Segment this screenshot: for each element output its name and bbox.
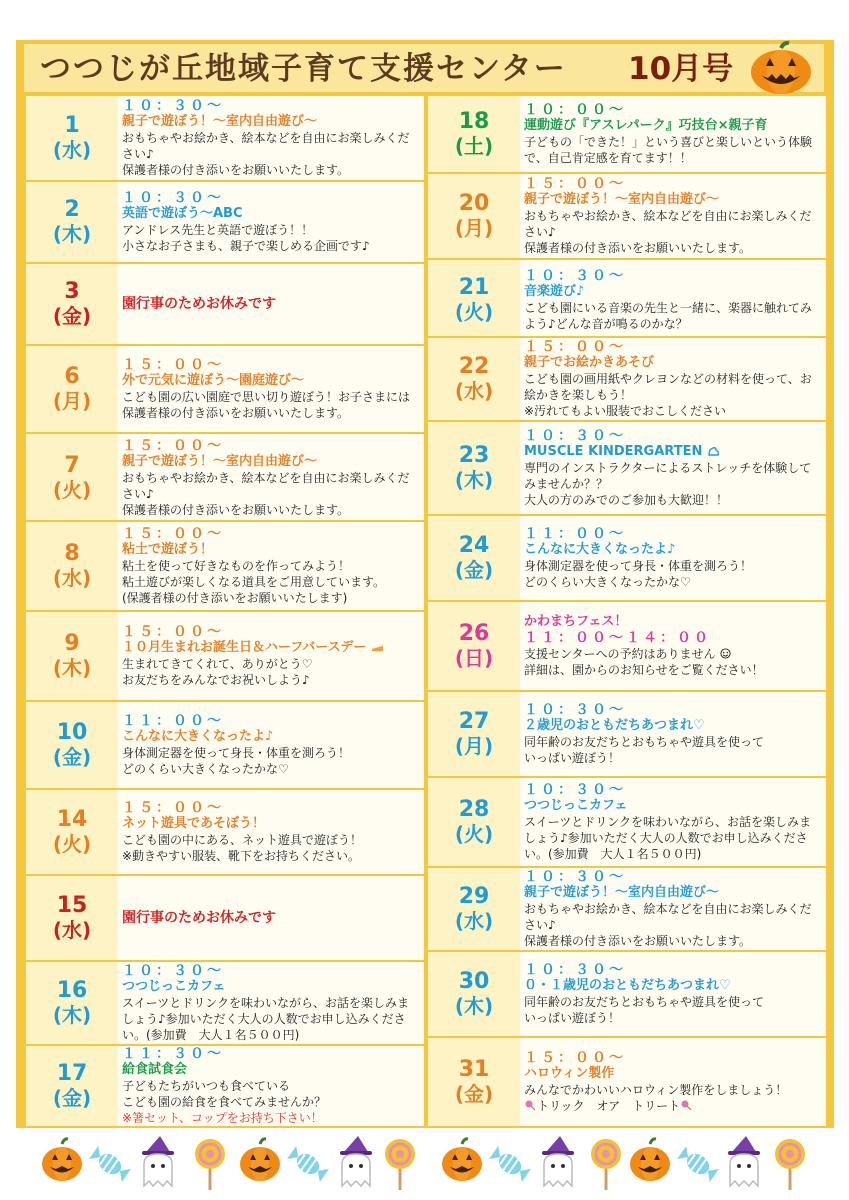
- date-box: [428, 174, 520, 258]
- date-box: [428, 868, 520, 950]
- event-time: １０：３０～: [524, 268, 626, 284]
- day-number: 20: [458, 191, 490, 216]
- day-cell-27: [426, 690, 828, 778]
- day-cell-21: [426, 258, 828, 342]
- event-description: こども園の中にある、ネット遊具で遊ぼう！ ※動きやすい服装、靴下をお持ちください。: [122, 833, 363, 863]
- ghost-witch-icon: [542, 1136, 574, 1186]
- day-of-week: (月): [454, 216, 494, 240]
- event-description: こども園の広い園庭で思い切り遊ぼう！お子さまには保護者様の付き添いをお願いいたします。: [122, 390, 411, 420]
- smile-icon: [719, 648, 732, 659]
- event-body: [524, 952, 822, 1036]
- event-time: １０：３０～: [122, 190, 224, 206]
- candy-icon: [88, 1145, 131, 1183]
- pumpkin-icon: [240, 1139, 280, 1181]
- date-box: [428, 96, 520, 172]
- event-title: 運動遊び『アスレパーク』巧技台×親子育: [524, 118, 768, 133]
- day-cell-29: [426, 866, 828, 952]
- day-number: 21: [458, 275, 490, 300]
- ghost-witch-icon: [728, 1136, 760, 1186]
- day-of-week: (火): [52, 478, 92, 502]
- day-cell-31: [426, 1036, 828, 1128]
- day-of-week: (水): [52, 918, 92, 942]
- event-extra-line: [524, 1098, 822, 1114]
- day-of-week: (水): [454, 909, 494, 933]
- day-cell-6: [24, 344, 426, 434]
- event-title: 親子でお絵かきあそび: [524, 355, 655, 370]
- day-cell-1: [24, 94, 426, 182]
- day-cell-22: [426, 336, 828, 422]
- day-of-week: (木): [454, 994, 494, 1018]
- day-number: 26: [458, 621, 490, 646]
- date-box: [428, 602, 520, 690]
- event-description: 身体測定器を使って身長・体重を測ろう！ どのくらい大きくなったかな♡: [524, 559, 753, 589]
- date-box: [428, 778, 520, 866]
- event-body: [122, 876, 420, 960]
- event-body: [122, 346, 420, 432]
- day-number: 27: [458, 709, 490, 734]
- event-title: 給食試食会: [122, 1062, 188, 1077]
- event-title: ２歳児のおともだちあつまれ♡: [524, 718, 705, 733]
- event-time: １１：００～: [524, 526, 626, 542]
- day-cell-10: [24, 700, 426, 790]
- ghost-witch-icon: [142, 1136, 174, 1186]
- halloween-footer: [20, 1132, 830, 1192]
- event-title: ０・１歳児のおともだちあつまれ♡: [524, 978, 731, 993]
- day-of-week: (日): [454, 646, 494, 670]
- day-cell-2: [24, 180, 426, 264]
- event-title: 音楽遊び♪: [524, 284, 585, 299]
- pumpkin-icon: [442, 1139, 482, 1181]
- day-number: 7: [64, 453, 80, 478]
- event-body: [122, 612, 420, 700]
- event-body: [122, 434, 420, 522]
- event-body: [524, 602, 822, 690]
- day-of-week: (火): [52, 832, 92, 856]
- event-time: １０：３０～: [524, 962, 626, 978]
- event-body: [122, 96, 420, 180]
- event-description: 専門のインストラクターによるストレッチを体験してみませんか？？ 大人の方のみでのご参加も大歓迎！！: [524, 461, 812, 507]
- event-time: １５：００～: [122, 526, 224, 542]
- day-of-week: (月): [52, 389, 92, 413]
- day-number: 30: [458, 969, 490, 994]
- trick-or-treat-text: トリック オア トリート: [537, 1099, 681, 1113]
- event-time: １５：００～: [122, 800, 224, 816]
- day-cell-7: [24, 432, 426, 524]
- date-box: [26, 612, 118, 700]
- date-box: [428, 260, 520, 340]
- flexed-arm-icon: [707, 445, 720, 456]
- event-title: １０月生まれお誕生日＆ハーフバースデー: [122, 640, 420, 656]
- date-box: [428, 338, 520, 420]
- event-body: [122, 962, 420, 1044]
- day-number: 16: [56, 978, 88, 1003]
- event-body: [524, 1038, 822, 1126]
- event-title: こんなに大きくなったよ♪: [122, 729, 274, 744]
- event-time: １０：３０～: [524, 428, 626, 444]
- day-number: 8: [64, 541, 80, 566]
- day-cell-9: [24, 610, 426, 702]
- day-cell-15: [24, 874, 426, 962]
- event-time: １５：００～: [122, 624, 224, 640]
- day-number: 18: [458, 109, 490, 134]
- event-description: アンドレス先生と英語で遊ぼう！！ 小さなお子さまも、親子で楽しめる企画です♪: [122, 223, 370, 253]
- day-number: 17: [56, 1061, 88, 1086]
- event-description: 身体測定器を使って身長・体重を測ろう！ どのくらい大きくなったかな♡: [122, 746, 351, 776]
- day-number: 22: [458, 354, 490, 379]
- event-title: MUSCLE KINDERGARTEN: [524, 444, 822, 460]
- event-time: １５：００～: [524, 176, 626, 192]
- ghost-witch-icon: [340, 1136, 372, 1186]
- event-description: 粘土を使って好きなものを作ってみよう！ 粘土遊びが楽しくなる道具をご用意しています。 (保護者様の付き添いをお願いいたします): [122, 559, 386, 605]
- pumpkin-icon: [42, 1139, 82, 1181]
- lollipop-icon: [385, 1139, 415, 1190]
- date-box: [26, 182, 118, 262]
- day-of-week: (火): [454, 822, 494, 846]
- day-cell-30: [426, 950, 828, 1038]
- event-description: スイーツとドリンクを味わいながら、お話を楽しみましょう♪参加いただく大人の人数でお申し込みください。(参加費 大人１名５００円): [524, 815, 812, 861]
- event-body: [524, 422, 822, 514]
- event-body: [524, 692, 822, 776]
- day-number: 23: [458, 443, 490, 468]
- day-of-week: (水): [52, 138, 92, 162]
- holiday-notice: 園行事のためお休みです: [122, 910, 276, 926]
- day-cell-26: [426, 600, 828, 692]
- date-box: [26, 1046, 118, 1126]
- day-number: 15: [56, 893, 88, 918]
- day-cell-16: [24, 960, 426, 1046]
- day-of-week: (木): [52, 1003, 92, 1027]
- day-of-week: (水): [454, 379, 494, 403]
- event-title: 外で元気に遊ぼう～園庭遊び～: [122, 373, 305, 388]
- event-body: [524, 338, 822, 420]
- event-time: １５：００～: [524, 339, 626, 355]
- event-description: 子どもたちがいつも食べている こども園の給食を食べてみませんか？: [122, 1079, 327, 1109]
- candy-icon: [676, 1145, 719, 1183]
- pumpkin-icon: [630, 1139, 670, 1181]
- event-description: スイーツとドリンクを味わいながら、お話を楽しみましょう♪参加いただく大人の人数でお申し込みください。(参加費 大人１名５００円): [122, 996, 410, 1042]
- date-box: [26, 962, 118, 1044]
- event-body: [524, 174, 822, 258]
- day-of-week: (木): [454, 468, 494, 492]
- event-description: おもちゃやお絵かき、絵本などを自由にお楽しみください♪ 保護者様の付き添いをお願いいたします。: [524, 902, 812, 948]
- date-box: [26, 876, 118, 960]
- candy-icon: [286, 1145, 329, 1183]
- event-body: [122, 1046, 420, 1126]
- event-description: みんなでかわいいハロウィン製作をしましょう！: [524, 1083, 788, 1097]
- date-box: [428, 952, 520, 1036]
- lollipop-icon: [591, 1139, 621, 1190]
- event-description: おもちゃやお絵かき、絵本などを自由にお楽しみください♪ 保護者様の付き添いをお願いいたします。: [122, 131, 410, 177]
- event-description: こども園の画用紙やクレヨンなどの材料を使って、お絵かきを楽しもう！ ※汚れてもよい服装でおこしください: [524, 372, 812, 418]
- event-title: 粘土で遊ぼう！: [122, 542, 214, 557]
- event-body: [524, 96, 822, 172]
- day-number: 2: [64, 197, 80, 222]
- event-body: [524, 778, 822, 866]
- event-time: １５：００～: [122, 357, 224, 373]
- event-time: １０：３０～: [524, 782, 626, 798]
- event-title: 親子で遊ぼう！～室内自由遊び～: [122, 114, 318, 129]
- event-body: [122, 790, 420, 874]
- day-cell-8: [24, 520, 426, 612]
- lollipop-icon: [524, 1100, 537, 1111]
- event-title: 親子で遊ぼう！～室内自由遊び～: [524, 885, 720, 900]
- event-time: １０：３０～: [524, 869, 626, 885]
- day-number: 3: [64, 279, 80, 304]
- date-box: [26, 790, 118, 874]
- event-description: 支援センターへの予約はありません 詳細は、園からのお知らせをご覧ください！: [524, 647, 764, 677]
- lollipop-icon: [680, 1100, 693, 1111]
- day-of-week: (木): [52, 222, 92, 246]
- event-body: [122, 522, 420, 610]
- event-body: [122, 182, 420, 262]
- day-cell-3: [24, 262, 426, 346]
- event-body: [122, 702, 420, 788]
- day-of-week: (土): [454, 134, 494, 158]
- event-description: おもちゃやお絵かき、絵本などを自由にお楽しみください♪ 保護者様の付き添いをお願いいたします。: [524, 209, 812, 255]
- event-title: つつじっこカフェ: [524, 798, 628, 813]
- date-box: [428, 692, 520, 776]
- day-of-week: (月): [454, 734, 494, 758]
- lollipop-icon: [195, 1139, 225, 1190]
- day-of-week: (金): [52, 1086, 92, 1110]
- event-time: １０：３０～: [122, 98, 224, 114]
- event-description: 生まれてきてくれて、ありがとう♡ お友だちをみんなでお祝いしよう♪: [122, 657, 313, 687]
- day-of-week: (水): [52, 566, 92, 590]
- day-cell-23: [426, 420, 828, 516]
- day-of-week: (木): [52, 656, 92, 680]
- event-time: １０：３０～: [524, 702, 626, 718]
- date-box: [26, 434, 118, 522]
- day-of-week: (金): [454, 1082, 494, 1106]
- day-number: 24: [458, 533, 490, 558]
- holiday-notice: 園行事のためお休みです: [122, 296, 276, 312]
- event-body: [524, 516, 822, 600]
- day-number: 29: [458, 884, 490, 909]
- event-description: 同年齢のお友だちとおもちゃや遊具を使って いっぱい遊ぼう！: [524, 995, 765, 1025]
- issue-label: 10月号: [628, 51, 734, 87]
- date-box: [26, 522, 118, 610]
- event-body: [524, 868, 822, 950]
- day-number: 31: [458, 1057, 490, 1082]
- event-title: 親子で遊ぼう！～室内自由遊び～: [122, 454, 318, 469]
- jack-o-lantern-icon: [748, 40, 814, 96]
- day-number: 10: [56, 720, 88, 745]
- cake-icon: [371, 641, 384, 652]
- event-time: １５：００～: [524, 1050, 626, 1066]
- event-description: おもちゃやお絵かき、絵本などを自由にお楽しみください♪ 保護者様の付き添いをお願いいたします。: [122, 471, 410, 517]
- day-of-week: (金): [454, 558, 494, 582]
- day-cell-14: [24, 788, 426, 876]
- date-box: [428, 1038, 520, 1126]
- date-box: [428, 422, 520, 514]
- event-time: １１：００～１４：００: [524, 630, 711, 646]
- event-title: こんなに大きくなったよ♪: [524, 542, 676, 557]
- day-cell-28: [426, 776, 828, 868]
- event-title: 親子で遊ぼう！～室内自由遊び～: [524, 192, 720, 207]
- day-of-week: (火): [454, 300, 494, 324]
- event-title: ネット遊具であそぼう！: [122, 816, 266, 831]
- event-title: 英語で遊ぼう～ABC: [122, 206, 243, 221]
- event-time: １５：００～: [122, 438, 224, 454]
- event-title: かわまちフェス！: [524, 614, 628, 629]
- event-time: １０：００～: [524, 102, 626, 118]
- candy-icon: [488, 1145, 531, 1183]
- event-time: １０：３０～: [122, 963, 224, 979]
- day-cell-20: [426, 172, 828, 260]
- event-time: １１：００～: [122, 713, 224, 729]
- day-cell-18: [426, 94, 828, 174]
- day-number: 14: [56, 807, 88, 832]
- event-time: １１：３０～: [122, 1046, 224, 1062]
- date-box: [428, 516, 520, 600]
- event-body: [524, 260, 822, 340]
- day-cell-24: [426, 514, 828, 602]
- day-number: 6: [64, 364, 80, 389]
- date-box: [26, 346, 118, 432]
- date-box: [26, 264, 118, 344]
- date-box: [26, 96, 118, 180]
- lollipop-icon: [775, 1139, 805, 1190]
- event-title: ハロウィン製作: [524, 1066, 615, 1081]
- day-of-week: (金): [52, 304, 92, 328]
- event-body: [122, 264, 420, 344]
- day-number: 28: [458, 797, 490, 822]
- day-number: 9: [64, 631, 80, 656]
- event-description: こども園にいる音楽の先生と一緒に、楽器に触れてみよう♪どんな音が鳴るのかな？: [524, 301, 813, 331]
- event-description: 同年齢のお友だちとおもちゃや遊具を使って いっぱい遊ぼう！: [524, 735, 765, 765]
- event-title: つつじっこカフェ: [122, 979, 226, 994]
- date-box: [26, 702, 118, 788]
- event-note: ※箸セット、コップをお持ち下さい！: [122, 1111, 323, 1125]
- day-cell-17: [24, 1044, 426, 1128]
- day-of-week: (金): [52, 745, 92, 769]
- page-title: つつじが丘地域子育て支援センター: [40, 51, 567, 87]
- day-number: 1: [64, 113, 80, 138]
- event-description: 子どもの「できた！」という喜びと楽しいという体験で、自己肯定感を育てます！！: [524, 135, 813, 165]
